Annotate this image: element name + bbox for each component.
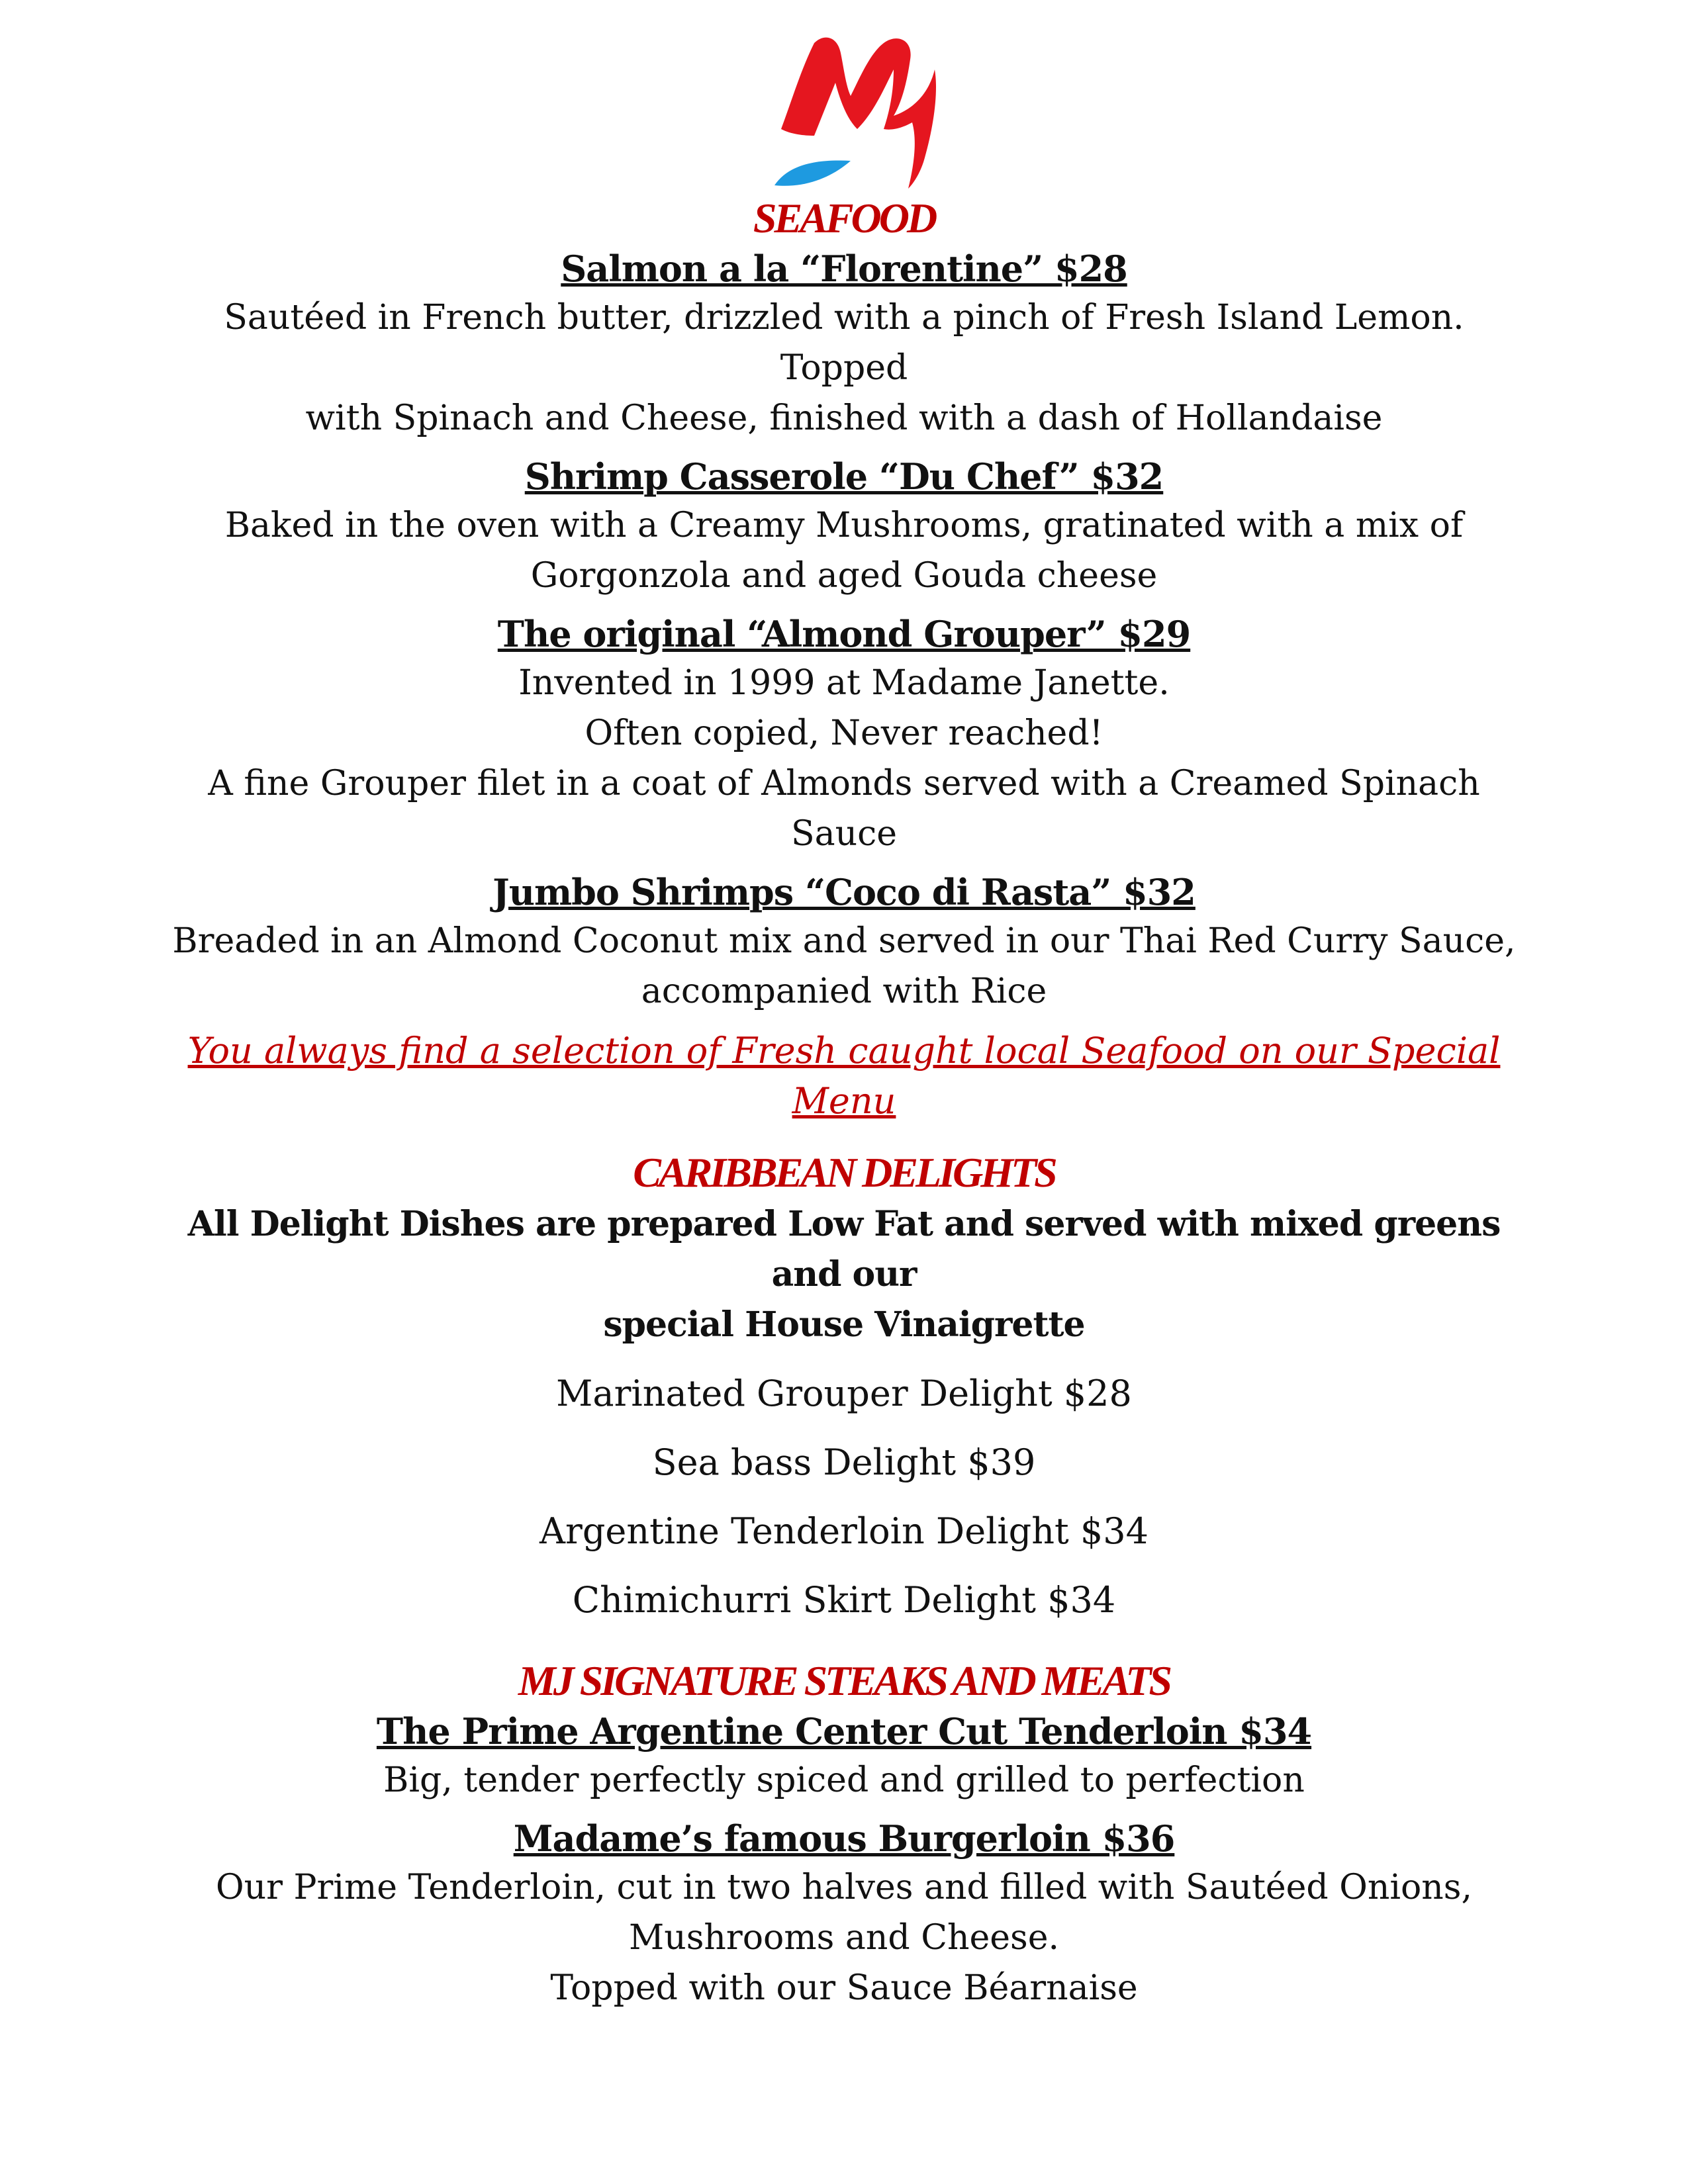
description-line: A fine Grouper filet in a coat of Almonds served with a Creamed Spinach — [208, 764, 1480, 803]
delight-item: Chimichurri Skirt Delight $34 — [572, 1579, 1116, 1621]
menu-item — [165, 610, 1523, 859]
intro-line: All Delight Dishes are prepared Low Fat and served with mixed greens and our — [187, 1204, 1501, 1295]
description-line: Topped with our Sauce Béarnaise — [550, 1968, 1138, 2008]
item-title: Jumbo Shrimps “Coco di Rasta” $32 — [492, 871, 1196, 913]
item-title: The original “Almond Grouper” $29 — [497, 613, 1191, 655]
description-line: Gorgonzola and aged Gouda cheese — [530, 556, 1158, 596]
delight-item: Marinated Grouper Delight $28 — [556, 1373, 1132, 1414]
item-title: The Prime Argentine Center Cut Tenderloin $34 — [376, 1710, 1312, 1752]
item-description — [165, 916, 1523, 1017]
description-line: Mushrooms and Cheese. — [628, 1918, 1060, 1958]
description-line: Sauce — [790, 814, 897, 854]
item-title: Madame’s famous Burgerloin $36 — [513, 1817, 1175, 1860]
description-line: accompanied with Rice — [641, 972, 1047, 1011]
menu-item — [165, 868, 1523, 1017]
logo-blue-swoosh — [774, 160, 851, 185]
restaurant-logo — [761, 30, 953, 195]
section-title-steaks: MJ SIGNATURE STEAKS AND MEATS — [518, 1657, 1170, 1704]
item-description — [165, 658, 1523, 859]
delights-intro — [165, 1199, 1523, 1350]
delight-item: Argentine Tenderloin Delight $34 — [539, 1510, 1149, 1552]
menu-item — [165, 1707, 1523, 1805]
menu-content — [165, 192, 1523, 2013]
description-line: Breaded in an Almond Coconut mix and served in our Thai Red Curry Sauce, — [172, 921, 1516, 961]
description-line: Often copied, Never reached! — [585, 713, 1103, 753]
section-title-caribbean: CARIBBEAN DELIGHTS — [633, 1149, 1055, 1196]
item-title: Salmon a la “Florentine” $28 — [561, 248, 1127, 290]
intro-line: special House Vinaigrette — [603, 1304, 1085, 1345]
item-description — [165, 293, 1523, 443]
description-line: with Spinach and Cheese, finished with a dash of Hollandaise — [305, 398, 1383, 438]
item-description — [165, 1755, 1523, 1805]
description-line: Our Prime Tenderloin, cut in two halves and filled with Sautéed Onions, — [216, 1868, 1472, 1907]
menu-item — [165, 245, 1523, 443]
special-menu-notice: You always find a selection of Fresh caught local Seafood on our Special Menu — [187, 1030, 1501, 1122]
item-description — [165, 500, 1523, 601]
item-description — [165, 1862, 1523, 2013]
section-title-seafood: SEAFOOD — [753, 195, 935, 242]
description-line: Invented in 1999 at Madame Janette. — [518, 663, 1170, 703]
description-line: Baked in the oven with a Creamy Mushrooms, gratinated with a mix of — [224, 506, 1464, 545]
menu-item — [165, 1815, 1523, 2013]
menu-item — [165, 453, 1523, 601]
description-line: Sautéed in French butter, drizzled with a pinch of Fresh Island Lemon. Topped — [224, 298, 1464, 388]
description-line: Big, tender perfectly spiced and grilled to perfection — [383, 1760, 1305, 1800]
item-title: Shrimp Casserole “Du Chef” $32 — [524, 455, 1164, 498]
delight-item: Sea bass Delight $39 — [652, 1441, 1036, 1483]
